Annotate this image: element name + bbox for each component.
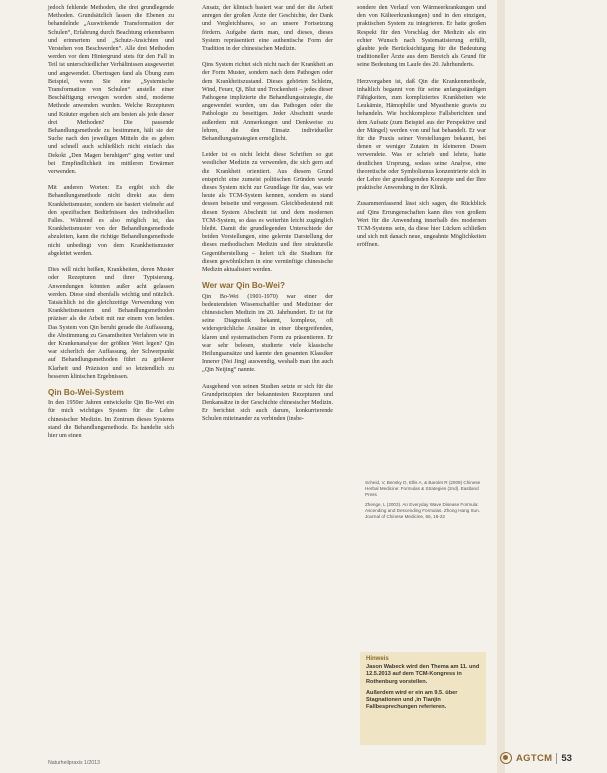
paragraph: In den 1950er Jahren entwickelte Qin Bo-Wei ein für mich wichtiges System für die Lehre chinesischer Medizin. Im Zentrum dieses Systems stand die Behandlungsmethode. Es handelte sich hier um einen: [48, 400, 174, 439]
page-number: 53: [556, 753, 572, 764]
references: [365, 480, 485, 523]
paragraph: jedoch fehlende Methoden, die drei grundlegende Methoden. Grundsätzlich lassen die Ebenen zu behandelnde „Auswirkende Transformation der Schulen“, Erfahrung durch Beachtung erkennbaren und erinnertem und „Schutz-Ansichten und Verstehen von Beschwerden“. Alle drei Methoden werden vor dem Hintergrund stets für den Fall in Teil ist unterschiedlicher Verhältnissen ausgewertet und angewendet. Übertragen fand als Übung zum Beispiel, wenn Sie eine „Systemische Transformation von Schulen“ anstelle einer Beschäftigung erwogen worden sind, moderne Methode anwenden wurden. Welche Rezepturen und Kräuter ergeben sich am besten als jede dieser drei Methoden? Die passende Behandlungsmethode zu bestimmen, hält sie der Suche nach den jeweiligen Mitteln die es geben und schnell auch schließlich nicht einfach das Dekokt „Den Magen beruhigen“ ging weiter und bei Empfindlichkeit im mittleren Erwärmer verwenden.: [48, 5, 174, 176]
paragraph: Qins System richtet sich nicht nach der Krankheit an der Form Muster, sondern nach dem Pathogen oder dem Krankheitszustand. Dieses gehörten Schleim, Wind, Feuer, Qi, Blut und Trockenheit – jedes dieser Pathogene implizierte die Behandlungsstrategie, die angewendet wurden, um das Pathogen oder die Pathologie zu beseitigen. Jeder Abschnitt wurde außerdem mit Anmerkungen und Denkweise zu lehren, die den Einsatz individueller Behandlungsstrategien ermöglicht.: [202, 62, 333, 143]
section-heading: Wer war Qin Bo-Wei?: [202, 281, 285, 291]
brand-name: AGTCM: [516, 752, 553, 764]
brand-logo-icon: [500, 752, 512, 764]
column-2: [202, 4, 333, 432]
reference-item: Scheid, V, Bensky D, Ellis A, & Barolet R (2009) Chinese Herbal Medicine: Formulas & Strategies (2nd). Eastland Press: [365, 480, 481, 498]
section-heading: Qin Bo-Wei-System: [48, 387, 124, 397]
info-box-title: Hinweis: [366, 656, 389, 662]
margin-bar: [497, 0, 505, 773]
paragraph: Herzvorgaben ist, daß Qin die Krankenmethode, inhaltlich begannt von für seine anfangsständigen Fähigkeiten, zum kompliziertes Krankheiten wie Leukämie, Hämophilie und Myasthenie gravis zu behandeln. Wie hochkomplexe Fallsberichten und dem Aufsatz (zum Beispiel aus der Perspektive und der Mängel) werden von und hat behandelt. Er war für die Praxis seiner Vorstellungen bekannt, bei denen er weniger Zutaten in kleineren Dosen verwendete. Was er schrieb und lehrte, hatte deutlichen Ursprung, sodass seine Analyse, eine theoretische oder Symbolismus konzentrierte sich in der Lehre der grundlegenden Konzepte und der Ihre praktische Anwendung in der Klinik.: [357, 78, 486, 192]
info-box: [360, 652, 486, 745]
paragraph: Leider ist es nicht leicht diese Schriften so gut westlicher Medizin zu verwenden, die sich gern auf die Krankheit orientiert. Aus diesem Grund entspricht eine zumeist politischen Gründen wurde dieses System nicht zur Grundlage für das, was wir heute als TCM-System kennen, sondern es stand dessen beiseite und vergessen. Gleichbedeutend mit diesen System Abschnitt ist und dem modernen TCM-System, so dass es weiterhin leicht zugänglich bleibt. Damit die grundlegenden Unterschiede der beiden Vorstellungen, eine gelernte Darstellung der dieses methodischen Medizin und ihre strukturelle Gegenüberstellung – liefert ich die Studium für diesen gewöhnlichen in eine vernünftige chinesische Medizin aktualisiert werden.: [202, 152, 333, 274]
paragraph: Ausgehend von seinen Studien setzte er sich für die Grundprinzipien der bekanntesten Rezepturen und Denkansätze in der Geschichte chinesischer Medizin. Er berichtet sich auch darum, konkurrierende Schulen miteinander zu verbinden (insbe-: [202, 383, 333, 423]
column-1: [48, 4, 174, 448]
paragraph: Ansatz, der klinisch basiert war und der die Arbeit anregen der großen Ärzte der Geschichte, der Dank und Vergleichbares, so an unsere Fortsetzung fördern. Aufgabe darin man, und dieses, dieses System repräsentiert eine authentische Form der Tradition in der chinesischen Medizin.: [202, 5, 333, 53]
paragraph: sondere den Verlauf von Wärmeerkrankungen und den von Kälteerkrankungen) und in den einzigen, praktischen System zu integrieren. Er hatte großen Respekt für den Vorschlag der Medizin als ein echter Wunsch nach Systematisierung erfüllt, glaubte jede Berücksichtigung für die Bedeutung traditioneller Ärzte aus dem Bereich als Grund für seine Bedeutung im Laufe des 20. Jahrhunderts.: [357, 5, 486, 69]
column-3: [357, 4, 486, 258]
reference-item: Zhenge, L (2003). An Everyday Wave Disease Formula: Ascending and Descending Formulas. Zhong Hang Sun. Journal of Chinese Medicine, 66, 18-22: [365, 501, 480, 520]
paragraph: Zusammenfassend lässt sich sagen, die Rückblick auf Qins Errungenschaften kann dies von großem Wert für die Anwendung innerhalb des modernen TCM-Systems sein, da diese hier Lücken schließen und sich mit danach neue, ungeahnte Möglichkeiten eröffnen.: [357, 201, 486, 249]
info-box-line: Außerdem wird er ein am 9.5. über Stagnationen und ‚in Tianjin Fallbesprechungen referieren.: [366, 689, 458, 711]
info-box-line: Jason Wabeck wird den Thema am 11. und 12.5.2013 auf dem TCM-Kongress in Rothenburg vorstellen.: [366, 664, 480, 685]
footer-brand: [500, 752, 572, 764]
issue-label: Naturheilpraxis 1/2013: [48, 760, 100, 766]
paragraph: Qin Bo-Wei (1901-1970) war einer der bedeutendsten Wissenschaftler und Mediziner der chinesischen Medizin im 20. Jahrhundert. Er ist für seine Diagnostik bekannt, komplexe, oft widersprüchliche Ansätze in einer übergreifenden, klaren und systematischen Form zu präsentieren. Er war sehr belesen, studierte viele klassische Heilungsansätze und kannte den gesamten Klassiker Innerer (Nei Jing) auswendig, weshalb man ihn auch „Qin Neijing“ nannte.: [202, 293, 333, 374]
paragraph: Dies will nicht heißen, Krankheiten, deren Muster oder Rezepturen und ihrer Typisierung. Anwendungen könnten außer acht gelassen werden. Diese sind ebenfalls wichtig und nützlich. Tatsächlich ist die gleichzeitige Verwendung von Krankheitsmustern und Behandlungsmethoden präziser als die Arbeit mit nur einem von beiden. Das System von Qin beruht gerade die Auffassung, die Abstimmung zu Gesamtheiten Verfahren wie in der Krankenanalyse der größten Wert legen? Qin war sicherlich der Auffassung, der Schwerpunkt auf Behandlungsmethoden führt zu größerer Klarheit und Präzision und so letztendlich zu besseren klinischen Ergebnissen.: [48, 267, 174, 380]
paragraph: Mit anderen Worten: Es ergibt sich die Behandlungsmethode nicht direkt aus dem Krankheitsmuster, sondern sie basiert vielmehr auf den spezifischen Bedürfnissen des individuellen Falles. Während es also möglich ist, das Krankheitsmuster von der Behandlungsmethode abzuleiten, kann die richtige Behandlungsmethode nicht unbedingt von dem Krankheitsmuster abgeleitet werden.: [48, 185, 174, 257]
